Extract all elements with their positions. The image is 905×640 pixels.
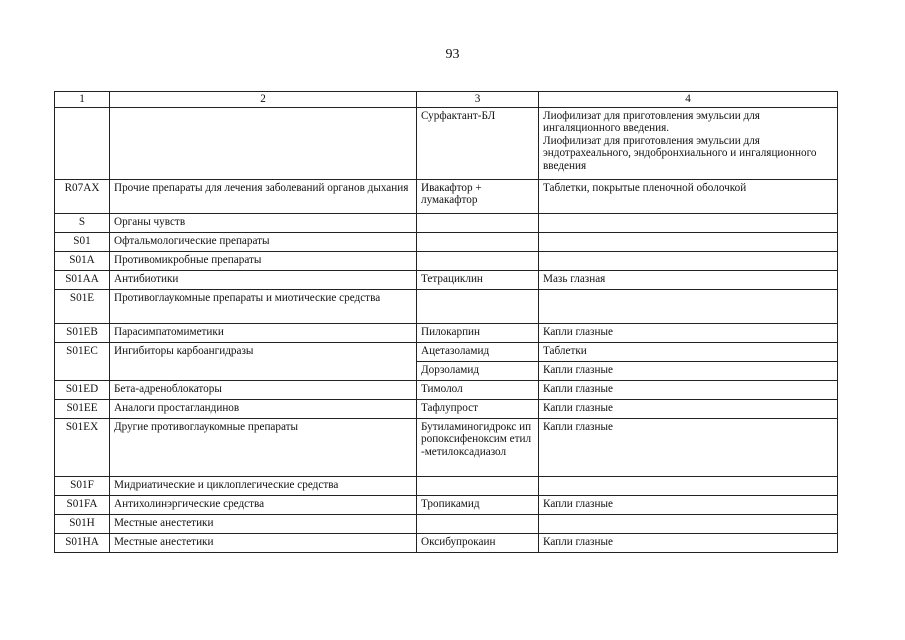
dosage-forms-cell: Капли глазные bbox=[539, 495, 838, 514]
dosage-forms-cell: Таблетки bbox=[539, 342, 838, 361]
drug-name-cell: Дорзоламид bbox=[417, 361, 539, 380]
group-name-cell: Мидриатические и циклоплегические средства bbox=[110, 476, 417, 495]
table-row bbox=[55, 342, 838, 361]
group-name-cell: Органы чувств bbox=[110, 213, 417, 232]
dosage-forms-cell: Капли глазные bbox=[539, 361, 838, 380]
header-col-1: 1 bbox=[55, 92, 110, 108]
table-row bbox=[55, 418, 838, 476]
dosage-forms-cell: Таблетки, покрытые пленочной оболочкой bbox=[539, 179, 838, 213]
group-name-cell: Противомикробные препараты bbox=[110, 251, 417, 270]
atc-code-cell: R07AX bbox=[55, 179, 110, 213]
atc-code-cell: S bbox=[55, 213, 110, 232]
dosage-forms-cell bbox=[539, 232, 838, 251]
dosage-forms-cell: Капли глазные bbox=[539, 323, 838, 342]
drug-name-cell: Бутиламиногидрокс ипропоксифеноксим етил-метилоксадиазол bbox=[417, 418, 539, 476]
group-name-cell: Антихолинэргические средства bbox=[110, 495, 417, 514]
table-row bbox=[55, 232, 838, 251]
atc-code-cell: S01EB bbox=[55, 323, 110, 342]
table-row bbox=[55, 495, 838, 514]
atc-code-cell: S01A bbox=[55, 251, 110, 270]
dosage-forms-cell: Капли глазные bbox=[539, 533, 838, 552]
drug-name-cell bbox=[417, 289, 539, 323]
drug-name-cell: Пилокарпин bbox=[417, 323, 539, 342]
dosage-forms-cell bbox=[539, 289, 838, 323]
header-col-4: 4 bbox=[539, 92, 838, 108]
group-name-cell: Другие противоглаукомные препараты bbox=[110, 418, 417, 476]
table-row bbox=[55, 270, 838, 289]
table-header-row bbox=[55, 92, 838, 108]
atc-code-cell: S01ED bbox=[55, 380, 110, 399]
dosage-forms-cell: Капли глазные bbox=[539, 418, 838, 476]
group-name-cell: Антибиотики bbox=[110, 270, 417, 289]
dosage-forms-cell bbox=[539, 514, 838, 533]
dosage-forms-cell: Капли глазные bbox=[539, 399, 838, 418]
drug-table bbox=[54, 91, 838, 553]
table-row bbox=[55, 251, 838, 270]
group-name-cell: Прочие препараты для лечения заболеваний органов дыхания bbox=[110, 179, 417, 213]
header-col-3: 3 bbox=[417, 92, 539, 108]
dosage-forms-cell: Мазь глазная bbox=[539, 270, 838, 289]
table-row bbox=[55, 380, 838, 399]
table-row bbox=[55, 213, 838, 232]
table-row bbox=[55, 179, 838, 213]
dosage-forms-cell bbox=[539, 251, 838, 270]
atc-code-cell: S01HA bbox=[55, 533, 110, 552]
atc-code-cell: S01EX bbox=[55, 418, 110, 476]
group-name-cell: Местные анестетики bbox=[110, 514, 417, 533]
dosage-forms-cell: Капли глазные bbox=[539, 380, 838, 399]
drug-name-cell bbox=[417, 476, 539, 495]
drug-name-cell: Тимолол bbox=[417, 380, 539, 399]
group-name-cell: Ингибиторы карбоангидразы bbox=[110, 342, 417, 380]
table-row bbox=[55, 107, 838, 179]
atc-code-cell bbox=[55, 107, 110, 179]
atc-code-cell: S01AA bbox=[55, 270, 110, 289]
drug-name-cell bbox=[417, 232, 539, 251]
atc-code-cell: S01EE bbox=[55, 399, 110, 418]
atc-code-cell: S01F bbox=[55, 476, 110, 495]
group-name-cell: Офтальмологические препараты bbox=[110, 232, 417, 251]
drug-name-cell bbox=[417, 514, 539, 533]
drug-name-cell bbox=[417, 251, 539, 270]
group-name-cell: Противоглаукомные препараты и миотические средства bbox=[110, 289, 417, 323]
drug-name-cell: Сурфактант-БЛ bbox=[417, 107, 539, 179]
dosage-forms-text: Лиофилизат для приготовления эмульсии для ингаляционного введения. Лиофилизат для приготовления эмульсии для эндотрахеального, эндобронхиального и ингаляционного введения bbox=[543, 109, 817, 172]
drug-name-cell: Тропикамид bbox=[417, 495, 539, 514]
page-number: 93 bbox=[445, 47, 460, 62]
table-row bbox=[55, 514, 838, 533]
group-name-cell: Аналоги простагландинов bbox=[110, 399, 417, 418]
drug-name-cell bbox=[417, 213, 539, 232]
group-name-cell bbox=[110, 107, 417, 179]
dosage-forms-cell bbox=[539, 213, 838, 232]
atc-code-cell: S01FA bbox=[55, 495, 110, 514]
group-name-cell: Парасимпатомиметики bbox=[110, 323, 417, 342]
atc-code-cell: S01EC bbox=[55, 342, 110, 380]
drug-name-cell: Оксибупрокаин bbox=[417, 533, 539, 552]
table-row bbox=[55, 289, 838, 323]
drug-name-cell: Ацетазоламид bbox=[417, 342, 539, 361]
drug-name-cell: Тетрациклин bbox=[417, 270, 539, 289]
group-name-cell: Бета-адреноблокаторы bbox=[110, 380, 417, 399]
atc-code-cell: S01 bbox=[55, 232, 110, 251]
drug-name-cell: Ивакафтор + лумакафтор bbox=[417, 179, 539, 213]
table-row bbox=[55, 476, 838, 495]
dosage-forms-cell bbox=[539, 476, 838, 495]
table-row bbox=[55, 323, 838, 342]
group-name-cell: Местные анестетики bbox=[110, 533, 417, 552]
atc-code-cell: S01E bbox=[55, 289, 110, 323]
dosage-forms-cell bbox=[539, 107, 838, 179]
table-row bbox=[55, 399, 838, 418]
atc-code-cell: S01H bbox=[55, 514, 110, 533]
header-col-2: 2 bbox=[110, 92, 417, 108]
drug-name-cell: Тафлупрост bbox=[417, 399, 539, 418]
table-row bbox=[55, 533, 838, 552]
